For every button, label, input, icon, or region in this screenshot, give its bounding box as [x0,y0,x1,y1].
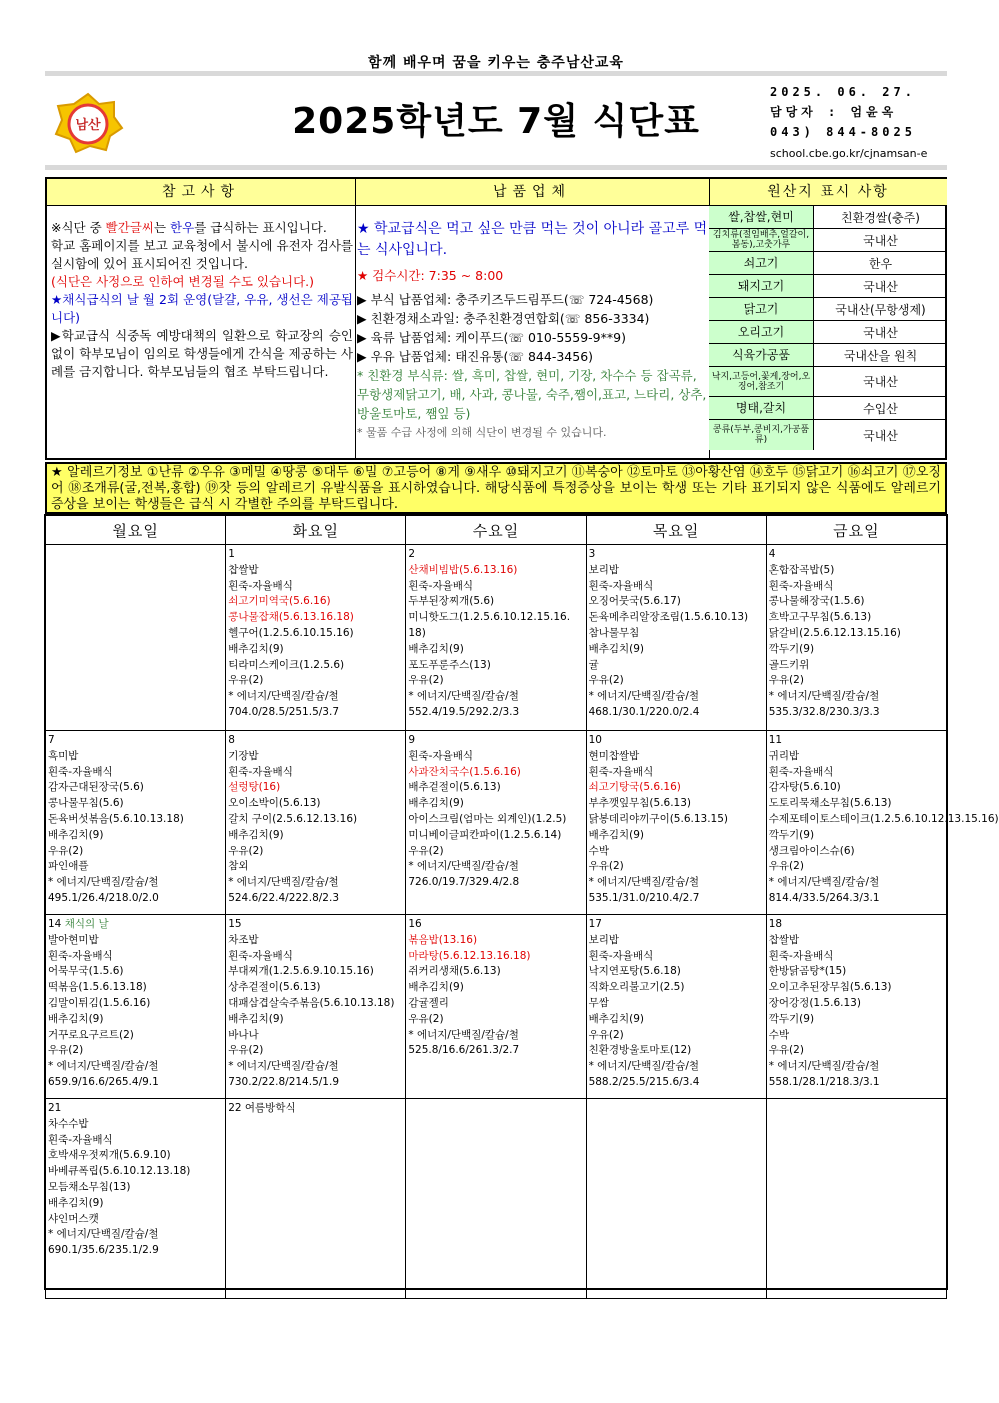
page-title: 2025학년도 7월 식단표 [292,101,700,142]
day-cell [586,545,766,731]
menu-item: 우유(2) [228,1044,264,1057]
day-cell [766,915,946,1099]
allergy-info: ★ 알레르기정보 ①난류 ②우유 ③메밀 ④땅콩 ⑤대두 ⑥밀 ⑦고등어 ⑧게 ⑨새우 ⑩돼지고기 ⑪복숭아 ⑫토마토 ⑬아황산염 ⑭호두 ⑮닭고기 ⑯쇠고기 ⑰오징어 ⑱조개류(굴,전복,홍합) ⑲잣 등의 알레르기 유발식품을 표시하였습니다. 해당식품에 특정증상을 보이는 학생 또는 기타 표기되지 않은 식품에도 알레르기 증상을 보이는 학생들은 급식 시 각별한 주의를 부탁드립니다. [45,462,947,514]
reference-header: 참고사항 [47,179,355,206]
menu-item: 흰죽-자율배식 [768,765,834,778]
menu-item: 흰죽-자율배식 [768,949,834,962]
menu-item: 미니핫도그(1.2.5.6.10.12.15.16. [408,611,571,624]
menu-item: 현미찹쌀밥 [588,749,640,762]
day-number: 14 [48,918,62,930]
menu-item: 설렁탕(16) [228,781,281,794]
menu-item: * 에너지/단백질/칼슘/철 [768,876,880,889]
day-cell [406,915,586,1099]
menu-item: 730.2/22.8/214.5/1.9 [228,1075,339,1088]
menu-item: 우유(2) [768,860,804,873]
menu-item: 쇠고기미역국(5.6.16) [228,595,331,608]
menu-item: 바나나 [228,1028,259,1041]
menu-item: 690.1/35.6/235.1/2.9 [48,1244,159,1257]
menu-item: 우유(2) [768,1044,804,1057]
snack-note: ▶학교급식 식중독 예방대책의 일환으로 학교장의 승인 없이 학부모님이 임의로 학생들에게 간식을 제공하는 사례를 금지합니다. 학부모님들의 협조 부탁드립니다. [51,328,353,379]
menu-item: 배추김치(9) [48,828,104,841]
day-cell [586,1099,766,1299]
bottom-divider [45,165,947,170]
menu-item: 배추김치(9) [228,1012,284,1025]
weekday-header-row [46,516,947,545]
menu-item: 부대찌개(1.2.5.6.9.10.15.16) [228,965,374,978]
menu-item: 552.4/19.5/292.2/3.3 [408,705,520,718]
phone: 043) 844-8025 [770,125,916,139]
menu-item: 배추김치(9) [588,1012,645,1025]
menu-item: 흰죽-자율배식 [408,749,474,762]
week-row [46,545,947,731]
menu-item: 도토리묵채소무침(5.6.13) [768,797,892,810]
menu-item: 부추깻잎무침(5.6.13) [588,797,692,810]
day-cell [766,545,946,731]
menu-item: 495.1/26.4/218.0/2.0 [48,891,159,904]
menu-item: 마라탕(5.6.12.13.16.18) [408,949,531,962]
day-cell [766,1099,946,1299]
menu-item: 흰죽-자율배식 [48,1133,113,1146]
menu-item: 배추김치(9) [408,981,464,994]
origin-row: 쌀,찹쌀,현미 친환경쌀(충주) [709,206,947,229]
menu-item: 18) [408,626,426,639]
day-number: 2 [408,548,416,560]
menu-item: 콩나물해장국(1.5.6) [768,595,865,608]
menu-item: 524.6/22.4/222.8/2.3 [228,891,339,904]
menu-item: 김말이튀김(1.5.6.16) [48,996,151,1009]
day-number: 15 [228,918,242,930]
day-number: 21 [48,1102,62,1114]
menu-item: 차조밥 [228,933,259,946]
menu-item: 흰죽-자율배식 [588,579,654,592]
vegetarian-note: ★채식급식의 날 월 2회 운영(달걀, 우유, 생선은 제공됩니다) [51,292,353,325]
menu-item: 바베큐폭립(5.6.10.12.13.18) [48,1165,191,1178]
supplier-list [357,219,709,442]
day-number: 16 [408,918,422,930]
day-cell [46,1099,226,1299]
school-url[interactable]: school.cbe.go.kr/cjnamsan-e [770,147,928,160]
reference-notes [51,219,353,381]
menu-item: 콩나물잡채(5.6.13.16.18) [228,611,354,624]
origin-row: 김치류(절임배추,얼갈이,봄동),고춧가루 국내산 [709,229,947,252]
menu-item: 찹쌀밥 [228,563,259,576]
menu-item: 떡볶음(1.5.6.13.18) [48,981,147,994]
supplier-item: ▶ 우유 납품업체: 태진유통(☏ 844-3456) [357,349,594,364]
menu-item: 흐박고구무침(5.6.13) [768,611,872,624]
menu-item: 수박 [768,1028,790,1041]
menu-calendar [45,515,999,1299]
menu-item: * 에너지/단백질/칼슘/철 [408,860,519,873]
menu-item: 호박새우젓찌개(5.6.9.10) [48,1149,171,1162]
supplier-item: ▶ 친환경채소과일: 충주친환경연합회(☏ 856-3334) [357,311,650,326]
menu-item: 콩나물무침(5.6) [48,797,124,810]
menu-item: 보리밥 [588,933,619,946]
day-cell [226,1099,406,1299]
gmo-note: 학교 홈페이지를 보고 교육청에서 불시에 유전자 검사를 실시함에 있어 표시되어진 것입니다. [51,238,353,271]
inspection-time: ★ 검수시간: 7:35 ~ 8:00 [357,268,504,283]
menu-item: 오징어뭇국(5.6.17) [588,595,681,608]
menu-item: 사과잔치국수(1.5.6.16) [408,765,521,778]
menu-item: 우유(2) [48,1044,84,1057]
day-cell [406,1099,586,1299]
menu-item: 흑미밥 [48,749,79,762]
origin-row: 돼지고기 국내산 [709,275,947,298]
red-text-note: ※식단 중 빨간글씨는 한우를 급식하는 표시입니다. [51,220,327,235]
day-cell [226,915,406,1099]
info-box [45,177,947,460]
week-row [46,915,947,1099]
menu-item: 우유(2) [408,844,444,857]
menu-item: 흰죽-자율배식 [588,765,654,778]
menu-item: 갈치 구이(2.5.6.12.13.16) [228,812,358,825]
menu-item: 산채비빔밥(5.6.13.16) [408,563,518,576]
menu-item: 무쌈 [588,996,609,1009]
menu-item: 채식의 날 [61,918,109,930]
menu-item: 우유(2) [228,844,264,857]
menu-item: 감자근대된장국(5.6) [48,781,144,794]
day-cell [406,545,586,731]
menu-item: 닭갈비(2.5.6.12.13.15.16) [768,626,901,639]
menu-item: 배추김치(9) [408,642,464,655]
menu-item: 배추겉절이(5.6.13) [408,781,501,794]
svg-text:남산: 남산 [75,118,101,133]
menu-item: * 에너지/단백질/칼슘/철 [588,876,700,889]
menu-item: 쥐커리생채(5.6.13) [408,965,501,978]
menu-item: 535.1/31.0/210.4/2.7 [588,891,700,904]
divider [355,179,356,458]
menu-item: 오이고추된장무침(5.6.13) [768,981,892,994]
week-row [46,731,947,915]
menu-item: 직화오리불고기(2.5) [588,981,685,994]
day-number: 11 [768,734,783,746]
menu-item: 볶음밥(13.16) [408,933,478,946]
menu-item: 거꾸로요구르트(2) [48,1028,134,1041]
menu-item: 미니베이글피칸파이(1.2.5.6.14) [408,828,562,841]
weekday-header: 월요일 [46,516,226,545]
menu-item: 558.1/28.1/218.3/3.1 [768,1075,880,1088]
menu-item: 모듬채소무침(13) [48,1180,131,1193]
menu-item: 우유(2) [768,674,804,687]
menu-item: 배추김치(9) [408,797,464,810]
day-number: 7 [48,734,55,746]
top-divider [45,71,947,76]
origin-row: 식육가공품 국내산을 원칙 [709,344,947,367]
menu-item: 배추김치(9) [228,642,284,655]
day-number: 1 [228,548,235,560]
origin-row: 낙지,고등어,꽃게,장어,오징어,참조기 국내산 [709,367,947,397]
day-cell [46,915,226,1099]
day-number: 10 [588,734,602,746]
menu-item: 귤 [588,658,599,671]
menu-item: 쇠고기탕국(5.6.16) [588,781,681,794]
menu-item: 보리밥 [588,563,619,576]
menu-item: 흰죽-자율배식 [228,949,293,962]
day-number: 9 [408,734,416,746]
menu-item: 파인애플 [48,860,89,873]
weekday-header: 수요일 [406,516,586,545]
menu-item: 814.4/33.5/264.3/3.1 [768,891,880,904]
eco-note: * 친환경 부식류: 쌀, 흑미, 찹쌀, 현미, 기장, 차수수 등 잡곡류, 무항생제닭고기, 배, 사과, 콩나물, 숙주,쨈이,표고, 느타리, 상추, 방울토마토, 쨈잎 등) [357,368,707,421]
menu-item: 우유(2) [588,860,624,873]
menu-item: 우유(2) [48,844,84,857]
menu-item: 배추김치(9) [228,828,284,841]
menu-item: 두부된장찌개(5.6) [408,595,495,608]
menu-item: 배추김치(9) [588,828,645,841]
menu-item: 우유(2) [588,674,624,687]
menu-item: 659.9/16.6/265.4/9.1 [48,1075,159,1088]
menu-item: 깍두기(9) [768,642,815,655]
menu-item: * 에너지/단백질/칼슘/철 [408,1028,519,1041]
menu-item: 대패삼겹살숙주볶음(5.6.10.13.18) [228,996,395,1009]
day-cell [766,731,999,915]
menu-item: 468.1/30.1/220.0/2.4 [588,705,700,718]
menu-item: 흰죽-자율배식 [408,579,474,592]
menu-item: * 에너지/단백질/칼슘/철 [228,876,339,889]
menu-item: 감귤젤리 [408,996,449,1009]
menu-item: 726.0/19.7/329.4/2.8 [408,876,520,889]
menu-item: 흰죽-자율배식 [588,949,654,962]
week-row [46,1099,947,1299]
day-number: 3 [588,548,596,560]
weekday-header: 화요일 [226,516,406,545]
menu-item: * 에너지/단백질/칼슘/철 [228,1060,339,1073]
menu-item: 흰죽-자율배식 [48,949,113,962]
menu-item: 귀리밥 [768,749,800,762]
day-cell [46,731,226,915]
menu-item: 배추김치(9) [48,1012,104,1025]
origin-row: 오리고기 국내산 [709,321,947,344]
menu-item: 돈육메추리알장조림(1.5.6.10.13) [588,611,749,624]
origin-row: 쇠고기 한우 [709,252,947,275]
change-note: (식단은 사정으로 인하여 변경될 수도 있습니다.) [51,274,315,289]
weekday-header: 금요일 [766,516,946,545]
menu-item: 기장밥 [228,749,259,762]
day-number: 18 [768,918,783,930]
menu-item: 헬구어(1.2.5.6.10.15.16) [228,626,354,639]
supplier-lead: ★ 학교급식은 먹고 싶은 만큼 먹는 것이 아니라 골고루 먹는 식사입니다. [357,221,708,258]
menu-item: 낙지연포탕(5.6.18) [588,965,681,978]
origin-header: 원산지 표시 사항 [709,179,947,206]
origin-row: 닭고기 국내산(무항생제) [709,298,947,321]
menu-item: 흰죽-자율배식 [768,579,834,592]
supplier-item: ▶ 부식 납품업체: 충주키즈두드림푸드(☏ 724-4568) [357,292,654,307]
menu-item: 535.3/32.8/230.3/3.3 [768,705,880,718]
menu-item: * 에너지/단백질/칼슘/철 [588,690,700,703]
menu-item: 친환경방울토마토(12) [588,1044,692,1057]
menu-item: * 에너지/단백질/칼슘/철 [768,1060,880,1073]
menu-item: 흰죽-자율배식 [228,765,293,778]
menu-item: 차수수밥 [48,1117,89,1130]
menu-item: 닭봉데리야끼구이(5.6.13.15) [588,812,728,825]
menu-item: 골드키위 [768,658,810,671]
menu-item: 발아현미밥 [48,933,99,946]
origin-table [709,206,947,450]
day-cell [226,545,406,731]
menu-item: 우유(2) [408,674,444,687]
menu-item: 우유(2) [588,1028,624,1041]
day-number: 22 여름방학식 [228,1102,296,1114]
menu-item: 588.2/25.5/215.6/3.4 [588,1075,700,1088]
menu-item: 수제포테이토스테이크(1.2.5.6.10.12.13.15.16) [768,812,999,825]
menu-item: 흰죽-자율배식 [228,579,293,592]
manager: 담당자 : 엄윤옥 [770,105,898,119]
supply-note: * 물품 수급 사정에 의해 식단이 변경될 수 있습니다. [357,426,607,439]
menu-item: 장어강정(1.5.6.13) [768,996,861,1009]
menu-item: * 에너지/단백질/칼슘/철 [48,1060,159,1073]
menu-item: 감자탕(5.6.10) [768,781,841,794]
origin-row: 콩류(두부,콩비지,가공품류) 국내산 [709,420,947,450]
menu-item: 깍두기(9) [768,828,815,841]
menu-item: 우유(2) [408,1012,444,1025]
day-number: 4 [768,548,776,560]
menu-item: 포도푸룬주스(13) [408,658,491,671]
day-number: 8 [228,734,235,746]
menu-item: 티라미스케이크(1.2.5.6) [228,658,345,671]
menu-item: * 에너지/단백질/칼슘/철 [228,690,339,703]
menu-item: 흰죽-자율배식 [48,765,113,778]
menu-item: 돈육버섯볶음(5.6.10.13.18) [48,812,184,825]
day-cell [406,731,586,915]
day-cell [46,545,226,731]
supplier-item: ▶ 육류 납품업체: 케이푸드(☏ 010-5559-9**9) [357,330,626,345]
menu-item: * 에너지/단백질/칼슘/철 [408,690,519,703]
supplier-header: 납품업체 [355,179,709,206]
day-number: 17 [588,918,602,930]
issue-date: 2025. 06. 27. [770,85,916,99]
day-cell [226,731,406,915]
document-info [770,82,950,164]
menu-item: 찹쌀밥 [768,933,800,946]
menu-item: 상추겉절이(5.6.13) [228,981,321,994]
menu-item: 한방닭곰탕*(15) [768,965,847,978]
menu-item: 오이소박이(5.6.13) [228,797,321,810]
menu-item: * 에너지/단백질/칼슘/철 [48,876,159,889]
menu-item: * 에너지/단백질/칼슘/철 [768,690,880,703]
menu-item: 배추김치(9) [588,642,645,655]
menu-item: 어묵무국(1.5.6) [48,965,124,978]
origin-row: 명태,갈치 수입산 [709,397,947,420]
weekday-header: 목요일 [586,516,766,545]
menu-item: 우유(2) [228,674,264,687]
menu-item: 704.0/28.5/251.5/3.7 [228,705,339,718]
menu-item: 참외 [228,860,249,873]
menu-item: 샤인머스캣 [48,1212,99,1225]
slogan: 함께 배우며 꿈을 키우는 충주남산교육 [368,55,624,71]
menu-item: 깍두기(9) [768,1012,815,1025]
menu-item: 아이스크림(엄마는 외계인)(1.2.5) [408,812,567,825]
menu-item: 수박 [588,844,609,857]
menu-item: 혼합잡곡밥(5) [768,563,835,576]
day-cell [586,915,766,1099]
menu-item: * 에너지/단백질/칼슘/철 [588,1060,700,1073]
day-cell [586,731,766,915]
menu-item: * 에너지/단백질/칼슘/철 [48,1228,159,1241]
menu-item: 525.8/16.6/261.3/2.7 [408,1044,520,1057]
menu-item: 배추김치(9) [48,1196,104,1209]
menu-item: 생크림아이스슈(6) [768,844,855,857]
menu-item: 참나물무침 [588,626,640,639]
